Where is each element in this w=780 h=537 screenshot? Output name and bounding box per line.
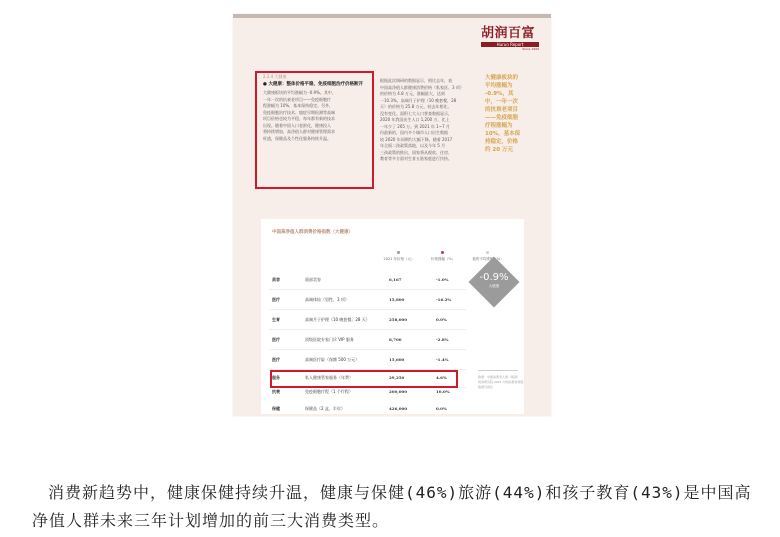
row-price-2021: 426,000 (389, 406, 408, 411)
row-change: -16.2% (436, 297, 452, 302)
row-change: 0.0% (436, 406, 447, 411)
caption-text: 消费新趋势中，健康保健持续升温，健康与保健(46%)旅游(44%)和孩子教育(43%)是中国高净值人群未来三年计划增加的前三大消费类型。 (32, 483, 752, 530)
row-category: 生育 (272, 317, 280, 322)
row-item: 私人健康管家服务（年费） (305, 375, 353, 380)
row-item: 高端体检（男性，3 项） (305, 297, 349, 302)
row-price-2021: 15,800 (389, 297, 405, 302)
table-row (261, 310, 466, 330)
row-price-2021: 8,700 (389, 337, 402, 342)
table-title: 中国高净值人群消费价格指数（大健康） (272, 230, 353, 235)
source-divider (478, 370, 518, 371)
logo-tagline: Since 1999 (522, 47, 539, 51)
row-change: 4.6% (436, 375, 447, 380)
row-change: 0.0% (436, 317, 447, 322)
row-category: 抗衰 (272, 389, 280, 394)
row-item: 高端月子护理（10 晚套餐，28 天） (305, 317, 370, 322)
table-row (261, 290, 466, 310)
row-change: 10.0% (436, 389, 450, 394)
paragraph-middle: 根据此次调研的数据显示，相比去年，表 中国高净值人群健康消费价格（私家医、3 项） 的价格为 4.8 万元，涨幅最大，达到 一10.3%。高端月子护理（10 晚套餐，28 天）的价格为 25.8 万元，较去年相比， 没有变化。面积七大人口普查数据显示， 2020 年我国出生人口 1,200 万，比上 一年少了 265 万。到 2021 年 1~7 月 份最新的，国内多个城市人口出生数据 较 2020 年同期均大幅下降。随着 2017 年全面二孩政策落地，以及今年 5 月 三孩政策的推出，国家将从税收、住房、 教育等多方面对生育五胎家庭进行扶持。 (380, 78, 464, 161)
column-header-2021: 2021 年价格（元） (383, 257, 415, 261)
row-item: 顶级医院专家门诊 VIP 服务 (305, 337, 354, 342)
paragraph-left: 大健康板块的平均涨幅为 -0.9%。其中， 一年一次的抗衰老项目——免疫细胞疗 程涨幅为 10%，基本保持稳定。另外， 免疫细胞治疗技术、癌症早期检测等高端 项目价格也较为平稳，每年都有新的技术 出现。随着中国人口老龄化，健康投入 将持续增加，高净值人群对健康管理需求 旺盛，保健品及个性化服务持续升温。 (263, 90, 336, 141)
average-change-category: 大健康 (488, 284, 500, 288)
dot-2021-icon (397, 251, 400, 254)
pull-quote: 大健康板块的 平均涨幅为 -0.9%，其 中，一年一次 的抗衰老项目 ——免疫细胞 疗程涨幅为 10%，基本保 持稳定，价格 约 20 万元 (485, 75, 521, 153)
row-price-2021: 200,000 (389, 389, 408, 394)
average-change-value: -0.9% (479, 272, 509, 283)
row-price-2021: 6,167 (389, 277, 402, 282)
row-change: -1.0% (436, 277, 449, 282)
table-row (261, 399, 466, 416)
row-change: -1.4% (436, 357, 449, 362)
row-price-2021: 29,250 (389, 375, 405, 380)
source-note: 数据：中国消费者人群（胡润） 胡润研究院 2021 中国消费者调查 数据可视化 (478, 375, 524, 389)
row-item: 高端医疗险（保额 500 万元） (305, 357, 360, 362)
dot-avg-icon (486, 251, 489, 254)
table-row (261, 270, 466, 290)
row-item: 免疫细胞疗程（1 个疗程） (305, 389, 353, 394)
row-item: 面部美容 (305, 277, 321, 282)
highlight-box-lower (270, 370, 458, 388)
row-item: 保健品（2 盒，半年） (305, 406, 345, 411)
row-category: 医疗 (272, 357, 280, 362)
logo-sub-text: Hurun Report (481, 42, 539, 47)
report-top-band (233, 14, 551, 18)
row-category: 服务 (272, 375, 280, 380)
row-category: 保健 (272, 406, 280, 411)
report-page (233, 14, 551, 416)
section-tag: 2.2.4 大健康 (263, 74, 287, 79)
row-category: 美容 (272, 277, 280, 282)
hurun-logo (481, 26, 539, 51)
logo-main-text: 胡润百富 (481, 26, 536, 41)
dot-change-icon (441, 251, 444, 254)
paragraph-title: ● 大健康：整体价格平稳，免疫细胞治疗价格断开 (263, 82, 363, 87)
row-change: -2.8% (436, 337, 449, 342)
row-price-2021: 15,600 (389, 357, 405, 362)
row-price-2021: 258,000 (389, 317, 408, 322)
row-category: 医疗 (272, 297, 280, 302)
table-row (261, 330, 466, 350)
column-header-avg: 板块平均涨幅（%） (472, 257, 504, 261)
average-change-label (469, 272, 519, 289)
row-category: 医疗 (272, 337, 280, 342)
column-header-change: 价格涨幅（%） (430, 257, 456, 261)
table-row (261, 350, 466, 370)
